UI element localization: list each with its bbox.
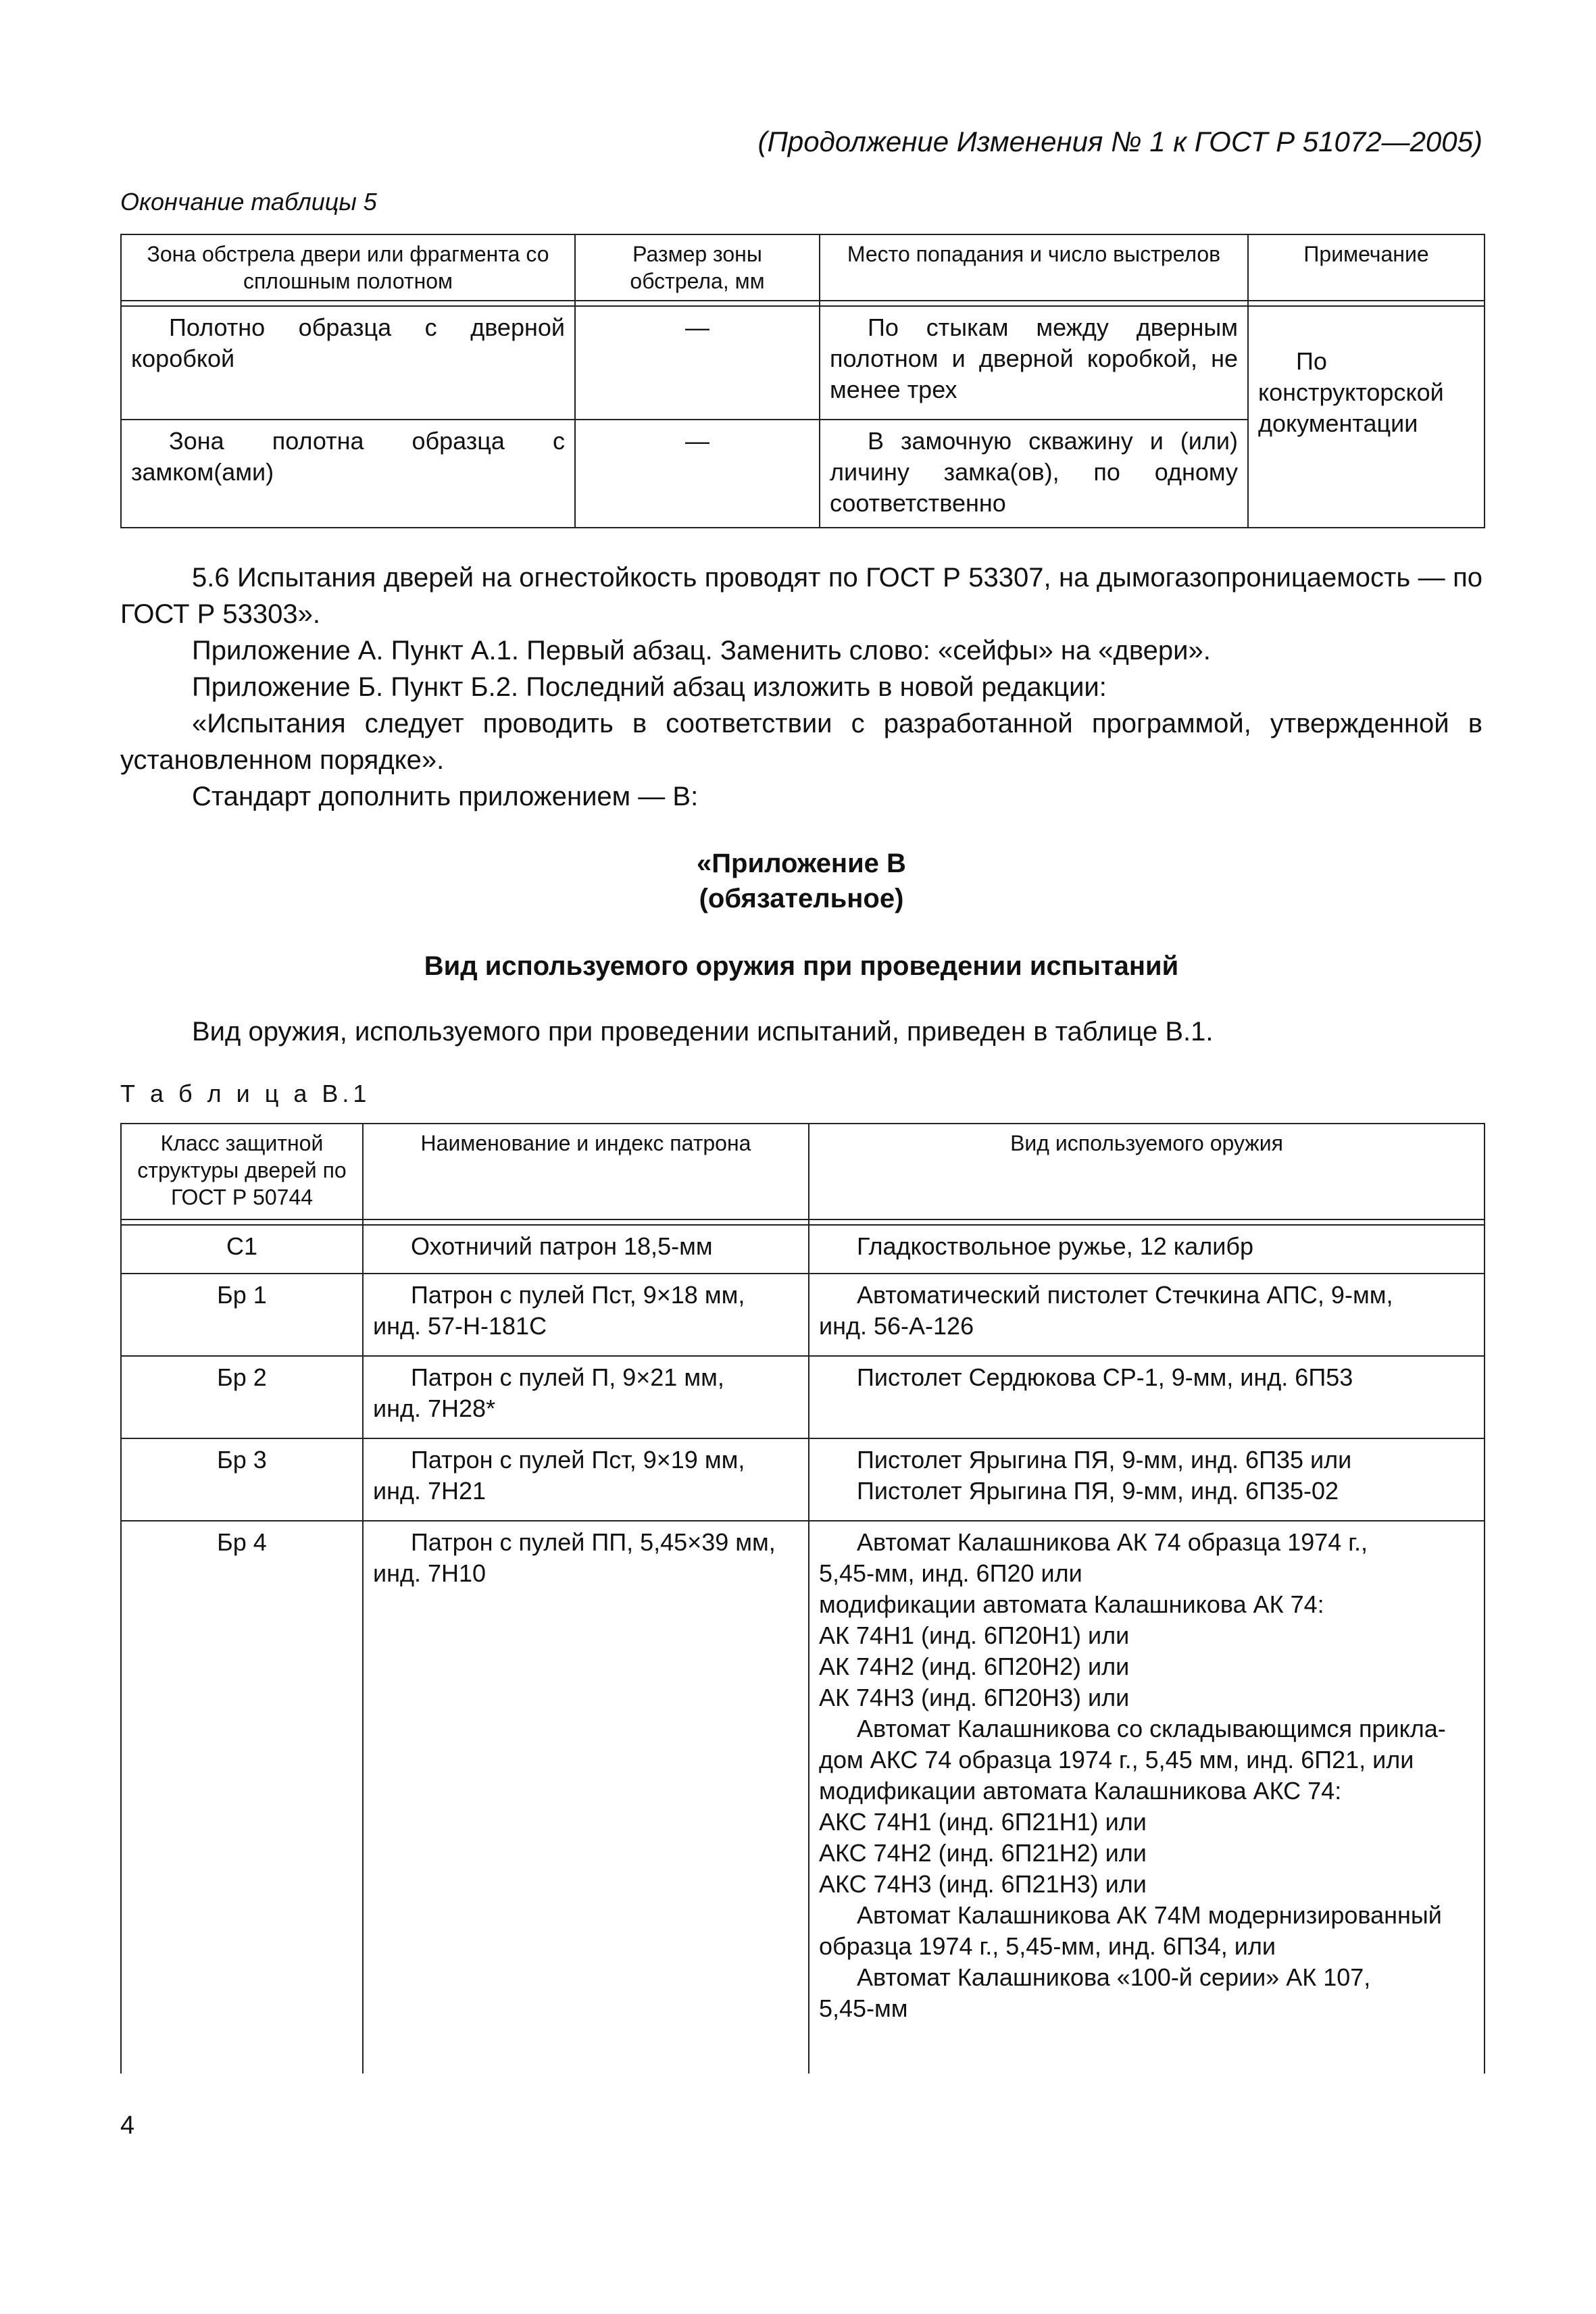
cartridge-cell: Патрон с пулей Пст, 9×19 мм, инд. 7Н21	[373, 1446, 745, 1505]
table5-caption: Окончание таблицы 5	[120, 188, 377, 216]
appendix-title: «Приложение В	[697, 849, 906, 878]
table5-size-cell: —	[685, 313, 709, 341]
class-cell: Бр 4	[217, 1528, 267, 1556]
class-cell: Бр 1	[217, 1281, 267, 1309]
table5-header-zone: Зона обстрела двери или фрагмента со сплошным полотном	[121, 234, 575, 301]
table5-note-cell: По конструкторской документации	[1258, 347, 1444, 437]
table-row	[121, 1356, 1485, 1438]
cartridge-cell: Патрон с пулей П, 9×21 мм, инд. 7Н28*	[373, 1363, 724, 1422]
weapon-cell: Автомат Калашникова АК 74 образца 1974 г., 5,45-мм, инд. 6П20 или модификации автомата Калашникова АК 74: АК 74Н1 (инд. 6П20Н1) или АК 74Н2 (инд. 6П20Н2) или АК 74Н3 (инд. 6П20Н3) или Автомат Калашникова со складывающимся прикла- дом АКС 74 образца 1974 г., 5,45 мм, инд. 6П21, или модификации автомата Калашникова АКС 74: АКС 74Н1 (инд. 6П21Н1) или АКС 74Н2 (инд. 6П21Н2) или АКС 74Н3 (инд. 6П21Н3) или Автомат Калашникова АК 74М модернизированный образца 1974 г., 5,45-мм, инд. 6П34, или Автомат Калашникова «100-й серии» АК 107, 5,45-мм	[819, 1528, 1446, 2022]
class-cell: С1	[226, 1232, 258, 1260]
appendix-subtitle: (обязательное)	[699, 884, 904, 913]
appendix-intro	[120, 1013, 1482, 1050]
weapon-cell: Пистолет Ярыгина ПЯ, 9-мм, инд. 6П35 или Пистолет Ярыгина ПЯ, 9-мм, инд. 6П35-02	[857, 1446, 1352, 1505]
tableB1-header-weapon: Вид используемого оружия	[809, 1124, 1485, 1219]
table-5	[120, 234, 1485, 528]
table-row	[121, 1225, 1485, 1274]
paragraph: Вид оружия, используемого при проведении испытаний, приведен в таблице В.1.	[192, 1017, 1214, 1047]
body-text	[120, 559, 1482, 815]
weapon-cell: Автоматический пистолет Стечкина АПС, 9-мм, инд. 56-А-126	[819, 1281, 1393, 1340]
tableB1-label: Т а б л и ц а В.1	[120, 1080, 371, 1107]
cartridge-cell: Патрон с пулей ПП, 5,45×39 мм, инд. 7Н10	[373, 1528, 776, 1587]
table-b1	[120, 1123, 1485, 2073]
table5-place-cell: По стыкам между дверным полотном и дверной коробкой, не менее трех	[830, 313, 1238, 403]
cartridge-cell: Патрон с пулей Пст, 9×18 мм, инд. 57-Н-181С	[373, 1281, 745, 1340]
paragraph: Приложение А. Пункт А.1. Первый абзац. Заменить слово: «сейфы» на «двери».	[192, 636, 1211, 665]
table5-header-size: Размер зоны обстрела, мм	[575, 234, 820, 301]
weapon-cell: Гладкоствольное ружье, 12 калибр	[857, 1232, 1254, 1260]
table5-header-separator	[121, 301, 1485, 306]
table5-zone-cell: Полотно образца с дверной коробкой	[131, 313, 565, 372]
class-cell: Бр 3	[217, 1446, 267, 1474]
paragraph: 5.6 Испытания дверей на огнестойкость проводят по ГОСТ Р 53307, на дымогазопроницаемость — по ГОСТ Р 53303».	[120, 563, 1482, 629]
weapon-cell: Пистолет Сердюкова СР-1, 9-мм, инд. 6П53	[857, 1363, 1353, 1391]
paragraph: Стандарт дополнить приложением — В:	[192, 782, 699, 811]
table-row	[121, 1274, 1485, 1356]
page-number: 4	[120, 2111, 135, 2140]
tableB1-header-separator	[121, 1219, 1485, 1225]
class-cell: Бр 2	[217, 1363, 267, 1391]
tableB1-header-class: Класс защитной структуры дверей по ГОСТ Р 50744	[121, 1124, 363, 1219]
tableB1-header-row	[121, 1124, 1485, 1219]
appendix-heading: Вид используемого оружия при проведении испытаний	[424, 951, 1179, 981]
paragraph: Приложение Б. Пункт Б.2. Последний абзац изложить в новой редакции:	[192, 672, 1107, 702]
table5-size-cell: —	[685, 427, 709, 455]
table5-header-row	[121, 234, 1485, 301]
table-row	[121, 306, 1485, 420]
table-row	[121, 1521, 1485, 2073]
paragraph: «Испытания следует проводить в соответствии с разработанной программой, утвержденной в установленном порядке».	[120, 709, 1482, 775]
table-row	[121, 1438, 1485, 1521]
running-head: (Продолжение Изменения № 1 к ГОСТ Р 51072—2005)	[757, 126, 1482, 157]
table5-header-note: Примечание	[1248, 234, 1485, 301]
table5-zone-cell: Зона полотна образца с замком(ами)	[131, 427, 565, 486]
table5-header-place: Место попадания и число выстрелов	[820, 234, 1248, 301]
table5-place-cell: В замочную скважину и (или) личину замка(ов), по одному соответственно	[830, 427, 1238, 517]
tableB1-header-cartridge: Наименование и индекс патрона	[363, 1124, 809, 1219]
cartridge-cell: Охотничий патрон 18,5-мм	[411, 1232, 713, 1260]
